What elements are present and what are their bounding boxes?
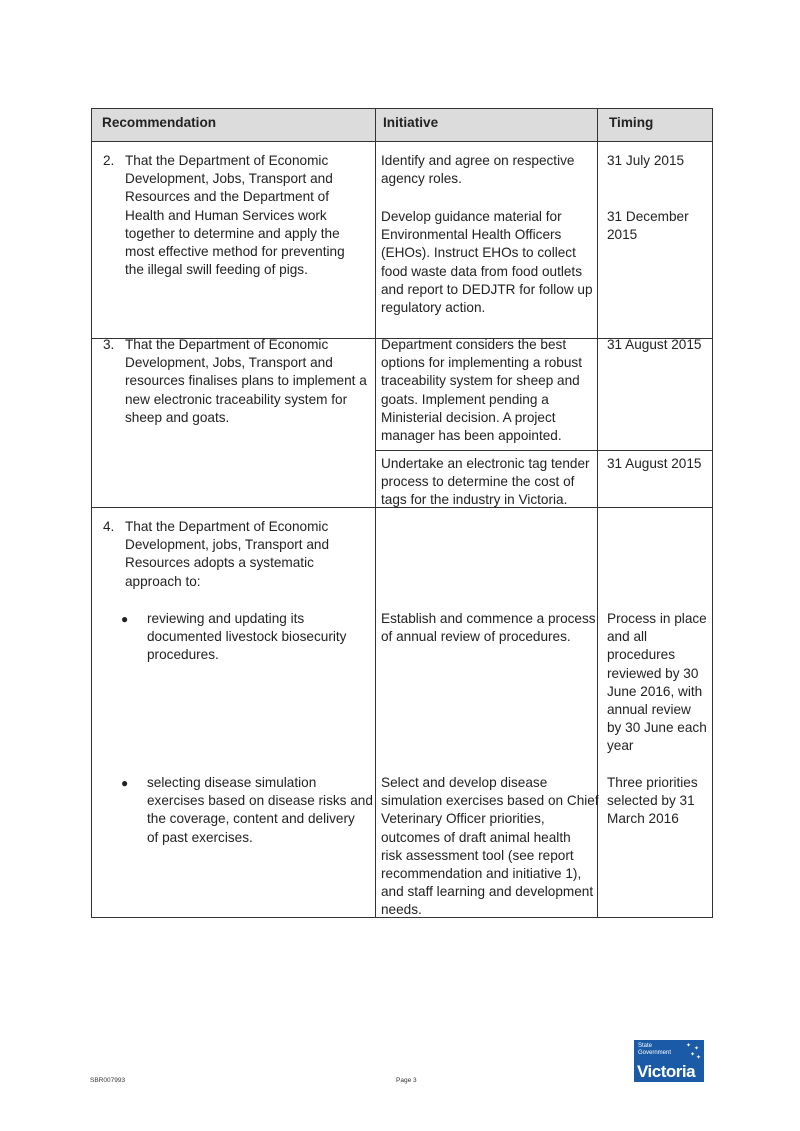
text-line: Three priorities <box>607 775 698 790</box>
text-line: resources finalises plans to implement a <box>125 373 367 389</box>
text-line: process to determine the cost of <box>381 474 575 490</box>
star-icon: ✦ <box>694 1046 700 1052</box>
text-line: of past exercises. <box>147 829 253 845</box>
document-id: SBR007993 <box>90 1077 126 1084</box>
row-number: 3. <box>103 337 115 352</box>
text-line: Ministerial decision. A project <box>381 409 556 425</box>
recommendation-text <box>125 152 345 279</box>
text-line: 31 December <box>607 209 689 224</box>
timing-text <box>607 774 698 829</box>
timing-text <box>607 152 684 170</box>
text-line: Veterinary Officer priorities, <box>381 811 545 827</box>
recommendation-bullet <box>147 610 346 665</box>
text-line: documented livestock biosecurity <box>147 629 347 645</box>
text-line: Process in place <box>607 611 707 626</box>
text-line: 31 July 2015 <box>607 153 685 168</box>
timing-text <box>607 336 702 354</box>
page-number: Page 3 <box>396 1077 417 1084</box>
text-line: goats. Implement pending a <box>381 391 549 407</box>
text-line: Identify and agree on respective <box>381 153 575 168</box>
text-line: March 2016 <box>607 811 679 827</box>
text-line: sheep and goats. <box>125 409 230 425</box>
text-line: reviewed by 30 <box>607 665 699 681</box>
bullet-icon: ● <box>121 776 129 790</box>
timing-text <box>607 455 702 473</box>
text-line: Development, jobs, Transport and <box>125 537 330 553</box>
timing-text <box>607 208 689 244</box>
text-line: Environmental Health Officers <box>381 227 562 243</box>
logo-line-2: Government <box>638 1050 672 1056</box>
logo-name: Victoria <box>637 1062 696 1081</box>
state-government-victoria-logo <box>634 1040 704 1082</box>
timing-text <box>607 610 707 756</box>
text-line: Health and Human Services work <box>125 207 327 223</box>
recommendation-text <box>125 336 367 427</box>
initiative-text <box>381 455 590 510</box>
text-line: by 30 June each <box>607 720 707 736</box>
row-number: 2. <box>103 153 115 168</box>
recommendations-table <box>91 108 713 918</box>
text-line: tags for the industry in Victoria. <box>381 492 568 508</box>
header-initiative: Initiative <box>383 115 439 130</box>
text-line: options for implementing a robust <box>381 355 582 371</box>
recommendation-bullet <box>147 774 373 847</box>
text-line: needs. <box>381 902 422 918</box>
text-line: Resources adopts a systematic <box>125 555 314 571</box>
initiative-text <box>381 152 574 188</box>
text-line: traceability system for sheep and <box>381 373 580 389</box>
text-line: selecting disease simulation <box>147 775 317 790</box>
text-line: regulatory action. <box>381 300 486 316</box>
text-line: June 2016, with <box>607 683 703 699</box>
text-line: the illegal swill feeding of pigs. <box>125 262 308 278</box>
text-line: Select and develop disease <box>381 775 548 790</box>
initiative-text <box>381 774 599 920</box>
text-line: of annual review of procedures. <box>381 629 571 645</box>
text-line: 2015 <box>607 227 638 243</box>
text-line: risk assessment tool (see report <box>381 847 574 863</box>
header-timing: Timing <box>609 115 654 130</box>
text-line: exercises based on disease risks and <box>147 793 373 809</box>
text-line: Develop guidance material for <box>381 209 562 224</box>
text-line: manager has been appointed. <box>381 428 562 444</box>
text-line: Development, Jobs, Transport and <box>125 171 333 187</box>
text-line: the coverage, content and delivery <box>147 811 355 827</box>
text-line: That the Department of Economic <box>125 519 329 534</box>
text-line: selected by 31 <box>607 793 695 809</box>
text-line: reviewing and updating its <box>147 611 305 626</box>
text-line: Development, Jobs, Transport and <box>125 355 333 371</box>
initiative-text <box>381 610 596 646</box>
text-line: new electronic traceability system for <box>125 391 348 407</box>
bullet-icon: ● <box>121 612 129 626</box>
text-line: That the Department of Economic <box>125 337 329 352</box>
text-line: Department considers the best <box>381 337 567 352</box>
text-line: and staff learning and development <box>381 884 594 900</box>
star-icon: ✦ <box>686 1043 692 1049</box>
star-icon: ✦ <box>690 1052 696 1058</box>
star-icon: ✦ <box>696 1055 702 1061</box>
text-line: and all <box>607 629 648 645</box>
column-divider <box>375 109 376 917</box>
text-line: 31 August 2015 <box>607 337 702 352</box>
text-line: most effective method for preventing <box>125 244 345 260</box>
text-line: outcomes of draft animal health <box>381 829 571 845</box>
initiative-text <box>381 336 582 445</box>
text-line: Resources and the Department of <box>125 189 330 205</box>
text-line: (EHOs). Instruct EHOs to collect <box>381 245 576 261</box>
text-line: procedures <box>607 647 676 663</box>
text-line: 31 August 2015 <box>607 456 702 471</box>
text-line: simulation exercises based on Chief <box>381 793 599 809</box>
text-line: year <box>607 738 634 754</box>
row-number: 4. <box>103 519 115 534</box>
header-recommendation: Recommendation <box>102 115 217 130</box>
text-line: together to determine and apply the <box>125 225 340 241</box>
text-line: procedures. <box>147 647 219 663</box>
text-line: agency roles. <box>381 171 462 187</box>
text-line: food waste data from food outlets <box>381 263 583 279</box>
text-line: That the Department of Economic <box>125 153 329 168</box>
text-line: annual review <box>607 702 691 718</box>
initiative-text <box>381 208 593 317</box>
row-divider-partial <box>375 450 712 451</box>
text-line: Establish and commence a process <box>381 611 596 626</box>
text-line: approach to: <box>125 573 201 589</box>
logo-line-1: State <box>638 1043 653 1049</box>
recommendation-text <box>125 518 329 591</box>
text-line: and report to DEDJTR for follow up <box>381 281 593 297</box>
text-line: recommendation and initiative 1), <box>381 866 582 882</box>
text-line: Undertake an electronic tag tender <box>381 456 590 471</box>
